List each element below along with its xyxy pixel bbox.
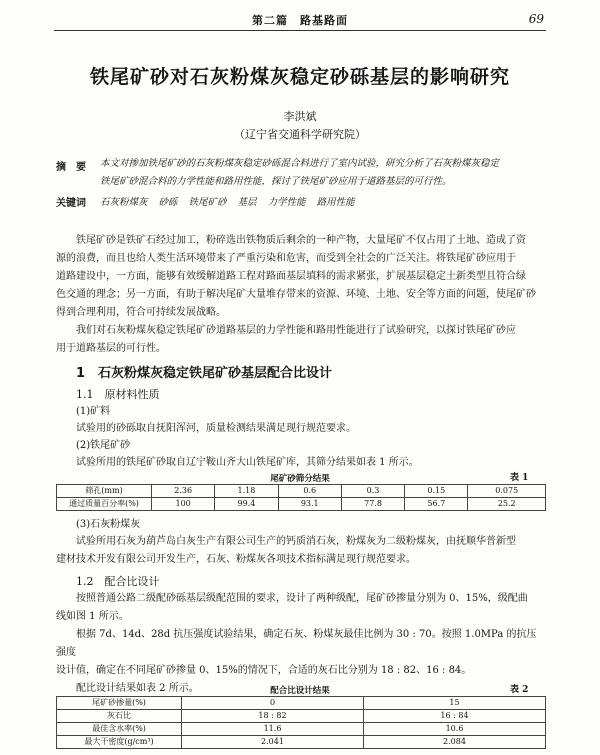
- table-cell: 最大干密度(g/cm³): [57, 736, 182, 749]
- subsection-1-2-heading: 1.2 配合比设计: [76, 575, 160, 588]
- table-cell: 0.15: [405, 485, 468, 498]
- table-cell: 100: [152, 498, 215, 511]
- abstract-line-2: 铁尾矿砂混合料的力学性能和路用性能，探讨了铁尾矿砂应用于道路基层的可行性。: [100, 176, 452, 187]
- material-1-label: (1)矿料: [76, 406, 111, 417]
- table-cell: 0.075: [468, 485, 546, 498]
- table-cell: 2.36: [152, 485, 215, 498]
- table-row: [57, 736, 546, 749]
- running-header: [0, 10, 600, 30]
- text-line: 配比设计结果如表 2 所示。: [76, 683, 199, 694]
- text-line: 道路建设中，一方面，能够有效缓解道路工程对路面基层填料的需求紧张，扩展基层稳定土新类型且符合绿: [56, 271, 526, 282]
- material-3-label: (3)石灰粉煤灰: [76, 519, 141, 530]
- table-cell: 最佳含水率(%): [57, 723, 182, 736]
- text-line: 建材技术开发有限公司开发生产，石灰、粉煤灰各项技术指标满足现行规范要求。: [56, 554, 416, 565]
- material-1-text: 试验用的砂砾取自抚阳浑河，质量检测结果满足现行规范要求。: [76, 423, 356, 434]
- keywords-label: 关键词: [56, 198, 86, 209]
- table-cell: 1.18: [215, 485, 278, 498]
- abstract-line-1: 本文对掺加铁尾矿砂的石灰粉煤灰稳定砂砾混合料进行了室内试验，研究分析了石灰粉煤灰稳定: [100, 158, 500, 169]
- header-section-title: 第二篇 路基路面: [252, 14, 348, 27]
- text-line: 设计值，确定在不同尾矿砂掺量 0、15%的情况下，合适的灰石比分别为 18 : 82、16 : 84。: [56, 665, 472, 676]
- table-cell: 15: [364, 697, 546, 710]
- table-row: [57, 485, 546, 498]
- table-cell: 0.3: [341, 485, 404, 498]
- text-line: 按照普通公路二级配砂砾基层级配范围的要求，设计了两种级配，尾矿砂掺量分别为 0、15%，级配曲: [76, 593, 528, 604]
- material-2-text: 试验所用的铁尾矿砂取自辽宁鞍山齐大山铁尾矿库，其筛分结果如表 1 所示。: [76, 457, 419, 468]
- subsection-1-1-heading: 1.1 原材料性质: [76, 388, 160, 401]
- table-1-caption: 尾矿砂筛分结果: [270, 474, 330, 484]
- paper-title: 铁尾矿砂对石灰粉煤灰稳定砂砾基层的影响研究: [89, 66, 510, 88]
- text-line: 线如图 1 所示。: [56, 611, 129, 622]
- table-row: [57, 498, 546, 511]
- table-2-number: 表 2: [510, 685, 529, 695]
- table-cell: 通过质量百分率(%): [57, 498, 152, 511]
- page-number: 69: [528, 12, 544, 26]
- table-row: [57, 710, 546, 723]
- table-cell: 2.084: [364, 736, 546, 749]
- text-line: 我们对石灰粉煤灰稳定铁尾矿砂道路基层的力学性能和路用性能进行了试验研究，以探讨铁尾矿砂应: [76, 325, 516, 336]
- affiliation: （辽宁省交通科学研究院）: [234, 128, 366, 141]
- text-line: 色交通的理念；另一方面，有助于解决尾矿大量堆存带来的资源、环境、土地、安全等方面的问题，使尾矿砂: [56, 289, 536, 300]
- table-cell: 18 : 82: [182, 710, 364, 723]
- text-line: 试验所用石灰为葫芦岛白灰生产有限公司生产的钙质消石灰，粉煤灰为二级粉煤灰，由抚顺华普新型: [76, 536, 516, 547]
- material-2-label: (2)铁尾矿砂: [76, 440, 131, 451]
- table-1: [56, 484, 546, 511]
- table-cell: 16 : 84: [364, 710, 546, 723]
- table-1-number: 表 1: [510, 473, 529, 483]
- table-row: [57, 723, 546, 736]
- table-cell: 0: [182, 697, 364, 710]
- author: 李洪斌: [283, 110, 317, 123]
- table-cell: 10.6: [364, 723, 546, 736]
- design-paragraph: [56, 590, 546, 698]
- table-cell: 25.2: [468, 498, 546, 511]
- table-cell: 0.6: [278, 485, 341, 498]
- text-line: 得到合理利用，符合可持续发展战略。: [56, 307, 226, 318]
- table-cell: 11.6: [182, 723, 364, 736]
- table-cell: 2.041: [182, 736, 364, 749]
- table-cell: 尾矿砂掺量(%): [57, 697, 182, 710]
- table-cell: 93.1: [278, 498, 341, 511]
- table-cell: 灰石比: [57, 710, 182, 723]
- intro-paragraph-2: [56, 322, 546, 358]
- abstract-label: 摘 要: [56, 162, 86, 173]
- table-cell: 56.7: [405, 498, 468, 511]
- text-line: 用于道路基层的可行性。: [56, 343, 166, 354]
- section-1-heading: 1 石灰粉煤灰稳定铁尾矿砂基层配合比设计: [76, 366, 333, 381]
- table-2: [56, 696, 546, 749]
- text-line: 源的浪费，而且也给人类生活环境带来了严重污染和危害，而受到全社会的广泛关注。将铁尾矿砂应用于: [56, 253, 516, 264]
- text-line: 根据 7d、14d、28d 抗压强度试验结果，确定石灰、粉煤灰最佳比例为 30 : 70。按照 1.0MPa 的抗压强度: [56, 629, 537, 658]
- table-cell: 77.8: [341, 498, 404, 511]
- table-row: [57, 697, 546, 710]
- text-line: 铁尾矿砂是铁矿石经过加工，粉碎选出铁物质后剩余的一种产物，大量尾矿不仅占用了土地、造成了资: [76, 235, 526, 246]
- intro-paragraph-1: [56, 232, 546, 322]
- keywords-text: 石灰粉煤灰 砂砾 铁尾矿砂 基层 力学性能 路用性能: [100, 197, 355, 208]
- table-cell: 筛孔(mm): [57, 485, 152, 498]
- header-rule: [54, 30, 546, 31]
- table-2-caption: 配合比设计结果: [270, 686, 330, 696]
- table-cell: 99.4: [215, 498, 278, 511]
- material-3-paragraph: [56, 533, 546, 569]
